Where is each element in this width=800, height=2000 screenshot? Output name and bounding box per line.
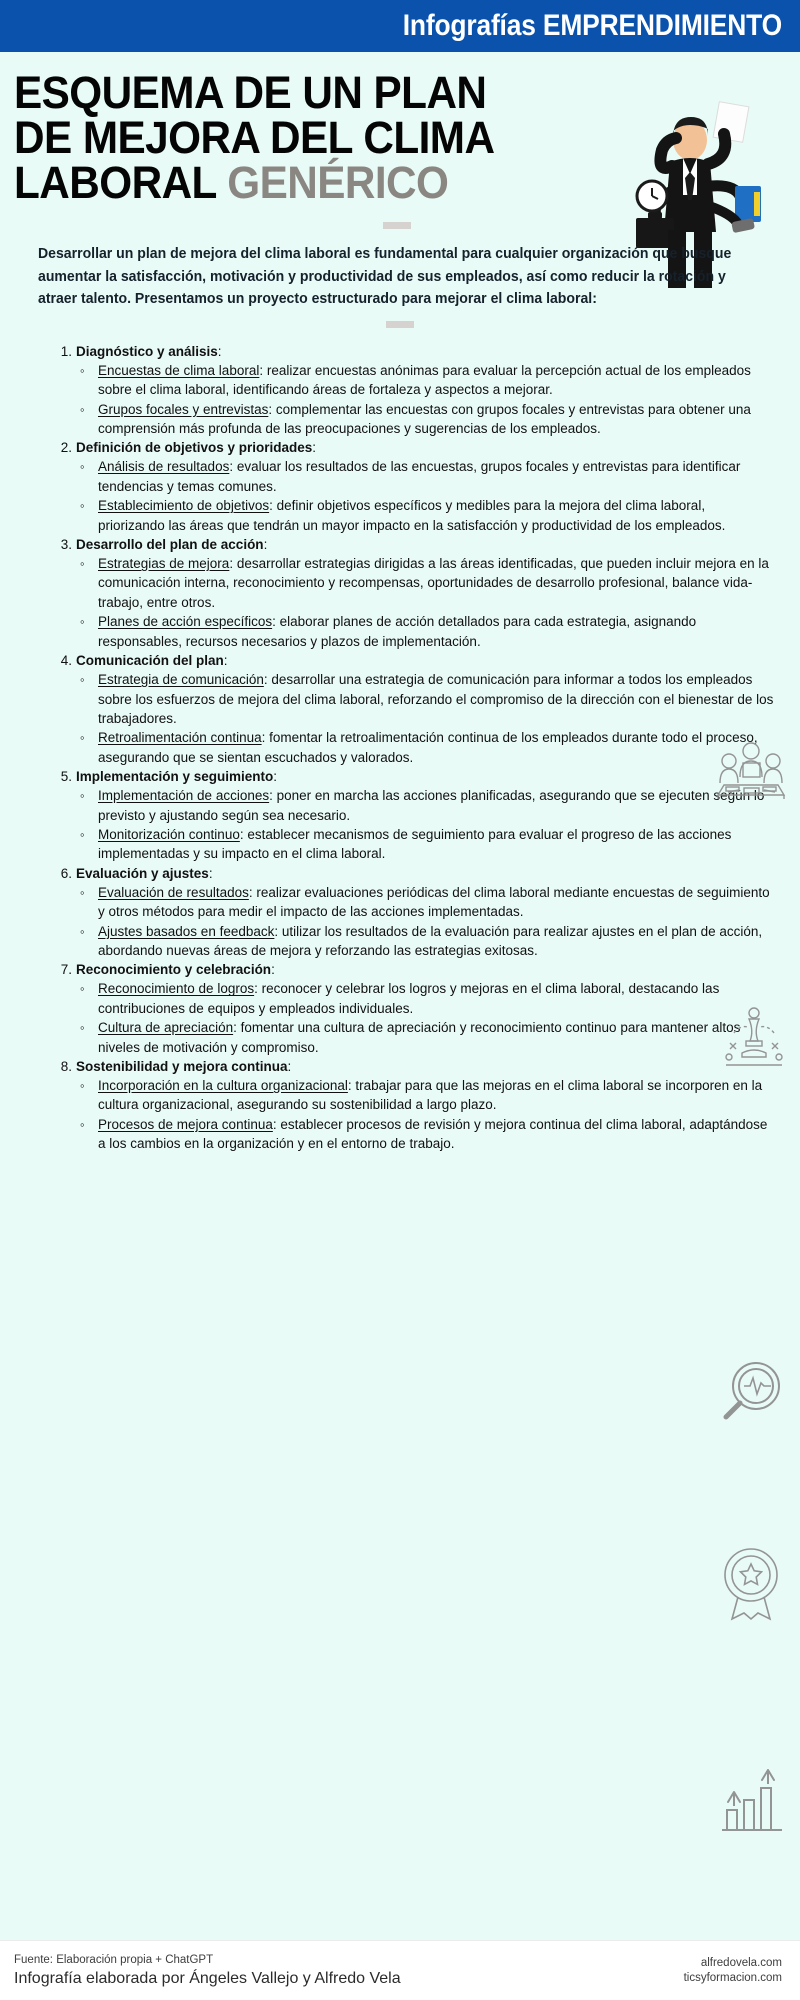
sub-body: : elaborar planes de acción detallados para cada estrategia, asignando responsables, recursos necesarios y plazos de implementación. [98, 614, 697, 649]
sub-body: : fomentar la retroalimentación continua de los empleados durante todo el proceso, asegurando que se sientan escuchados y valorados. [98, 730, 758, 765]
sub-term: Cultura de apreciación [98, 1020, 234, 1036]
divider-dash [383, 222, 411, 229]
sub-term: Reconocimiento de logros [98, 981, 255, 997]
sub-body: : trabajar para que las mejoras en el clima laboral se incorporen en la cultura organizacional, asegurando su sostenibilidad a largo plazo. [98, 1078, 763, 1113]
footer-sites [684, 1956, 782, 1986]
sub-term: Procesos de mejora continua [98, 1116, 273, 1132]
footer-site-1[interactable]: alfredovela.com [700, 1956, 782, 1969]
sub-item [76, 1018, 774, 1057]
step-title-suffix: : [263, 537, 268, 553]
step-title-suffix: : [208, 865, 213, 881]
sub-body: : poner en marcha las acciones planificadas, asegurando que se ejecuten según lo previsto y ajustando según sea necesario. [98, 788, 765, 823]
sub-term: Establecimiento de objetivos [98, 498, 270, 514]
sub-term: Encuestas de clima laboral [98, 362, 260, 378]
headline-line-2: DE MEJORA DEL CLIMA [14, 112, 495, 163]
step-title-suffix: : [273, 769, 278, 785]
sub-item [76, 400, 774, 439]
sub-body: : establecer mecanismos de seguimiento para evaluar el progreso de las acciones implementadas y su impacto en el clima laboral. [98, 826, 732, 862]
sub-term: Estrategia de comunicación [98, 672, 264, 688]
sub-body: : complementar las encuestas con grupos focales y entrevistas para obtener una comprensión más profunda de las preocupaciones y sugerencias de los empleados. [98, 401, 751, 437]
sub-body: : desarrollar estrategias dirigidas a las áreas identificadas, que pueden incluir mejora en la comunicación interna, reconocimiento y recompensas, oportunidades de desarrollo profesional, balance vida-trabajo, entre otros. [98, 556, 769, 610]
hero-section [0, 52, 800, 229]
step-title-text: Evaluación y ajustes [76, 865, 209, 881]
step-title [76, 535, 774, 554]
sub-body: : establecer procesos de revisión y mejora continua del clima laboral, adaptándose a los cambios en la organización y en el entorno de trabajo. [98, 1116, 768, 1152]
divider-dash-2 [386, 321, 414, 328]
sub-item [76, 922, 774, 961]
topbar [0, 0, 800, 52]
sub-item [76, 1115, 774, 1154]
sub-list [76, 786, 774, 864]
sub-list [76, 883, 774, 961]
magnifier-pulse-icon [714, 1358, 788, 1432]
growth-chart-icon [714, 1768, 788, 1840]
sub-item [76, 670, 774, 728]
step-title-text: Implementación y seguimiento [76, 769, 274, 785]
sub-term: Ajustes basados en feedback [98, 923, 275, 939]
sub-item [76, 825, 774, 864]
sub-list [76, 457, 774, 535]
step-title-suffix: : [217, 343, 222, 359]
step-title-suffix: : [223, 653, 228, 669]
strategy-chess-icon [720, 1003, 788, 1073]
sub-body: : evaluar los resultados de las encuestas, grupos focales y entrevistas para identificar tendencias y temas comunes. [98, 459, 741, 494]
footer-credits [14, 1953, 401, 1989]
sub-item [76, 361, 774, 400]
sub-term: Estrategias de mejora [98, 556, 230, 572]
intro-paragraph: Desarrollar un plan de mejora del clima laboral es fundamental para cualquier organización que busque aumentar la satisfacción, motivación y productividad de sus empleados, así como reducir la rotación y atraer talento. Presentamos un proyecto estructurado para mejorar el clima laboral: [38, 246, 732, 308]
sub-body: : definir objetivos específicos y medibles para la mejora del clima laboral, priorizando las áreas que tendrán un mayor impacto en la satisfacción y productividad de los empleados. [98, 498, 726, 533]
step-title [76, 1057, 774, 1076]
step-title [76, 342, 774, 361]
sub-body: : fomentar una cultura de apreciación y reconocimiento continuo para mantener altos niveles de motivación y compromiso. [98, 1020, 741, 1055]
step-item [50, 438, 774, 535]
sub-item [76, 554, 774, 612]
step-title [76, 960, 774, 979]
footer [0, 1940, 800, 2000]
award-medal-icon [714, 1543, 788, 1621]
sub-item [76, 496, 774, 535]
step-item [50, 864, 774, 961]
footer-author: Infografía elaborada por Ángeles Vallejo y Alfredo Vela [14, 1969, 401, 1987]
sub-item [76, 1076, 774, 1115]
step-title [76, 864, 774, 883]
step-item [50, 960, 774, 1057]
sub-term: Implementación de acciones [98, 788, 270, 804]
topbar-title [403, 9, 782, 43]
sub-list [76, 554, 774, 651]
headline-accent: GENÉRICO [227, 157, 449, 208]
sub-list [76, 1076, 774, 1154]
step-title-text: Desarrollo del plan de acción [76, 537, 264, 553]
step-title [76, 438, 774, 457]
page-title [14, 67, 503, 208]
step-item [50, 1057, 774, 1154]
sub-body: : realizar evaluaciones periódicas del clima laboral mediante encuestas de seguimiento y otros métodos para medir el impacto de las acciones implementadas. [98, 884, 770, 920]
sub-term: Grupos focales y entrevistas [98, 401, 269, 417]
sub-term: Planes de acción específicos [98, 614, 273, 630]
step-title [76, 651, 774, 670]
step-title-suffix: : [271, 962, 275, 978]
sub-body: : reconocer y celebrar los logros y mejoras en el clima laboral, destacando las contribuciones de equipos y empleados individuales. [98, 981, 720, 1016]
topbar-title-part1: Infografías [402, 9, 543, 42]
sub-term: Monitorización continuo [98, 826, 240, 842]
step-title-text: Comunicación del plan [76, 653, 224, 669]
sub-list [76, 979, 774, 1057]
sub-list [76, 361, 774, 439]
step-item [50, 342, 774, 439]
sub-body: : utilizar los resultados de la evaluación para realizar ajustes en el plan de acción, abordando nuevas áreas de mejora y reforzando las estrategias exitosas. [98, 923, 763, 958]
step-title-text: Definición de objetivos y prioridades [76, 440, 313, 456]
steps-list [50, 342, 774, 1154]
sub-body: : realizar encuestas anónimas para evaluar la percepción actual de los empleados sobre el clima laboral, identificando áreas de fortaleza y aspectos a mejorar. [98, 362, 751, 398]
step-title-text: Reconocimiento y celebración [76, 962, 272, 978]
step-title-text: Sostenibilidad y mejora continua [76, 1059, 288, 1075]
sub-item [76, 883, 774, 922]
footer-site-2[interactable]: ticsyformacion.com [683, 1971, 782, 1984]
sub-item [76, 612, 774, 651]
sub-item [76, 979, 774, 1018]
headline-line-1: ESQUEMA DE UN PLAN [14, 67, 487, 118]
step-title-suffix: : [312, 440, 317, 456]
footer-source: Fuente: Elaboración propia + ChatGPT [14, 1953, 214, 1966]
step-item [50, 767, 774, 864]
steps-section [0, 328, 800, 1940]
sub-item [76, 457, 774, 496]
sub-list [76, 670, 774, 767]
step-title-suffix: : [287, 1059, 292, 1075]
sub-term: Evaluación de resultados [98, 884, 249, 900]
sub-body: : desarrollar una estrategia de comunicación para informar a todos los empleados sobre los esfuerzos de mejora del clima laboral, reforzando el compromiso de la dirección con el bienestar de los trabajadores. [98, 672, 774, 726]
step-title [76, 767, 774, 786]
sub-term: Incorporación en la cultura organizacional [98, 1078, 348, 1094]
team-meeting-icon [714, 733, 788, 807]
sub-item [76, 728, 774, 767]
sub-term: Análisis de resultados [98, 459, 230, 475]
headline-line-3: LABORAL [14, 157, 228, 208]
step-title-text: Diagnóstico y análisis [76, 343, 218, 359]
step-item [50, 651, 774, 767]
step-item [50, 535, 774, 651]
sub-item [76, 786, 774, 825]
sub-term: Retroalimentación continua [98, 730, 262, 746]
topbar-title-part2: EMPRENDIMIENTO [542, 9, 782, 42]
